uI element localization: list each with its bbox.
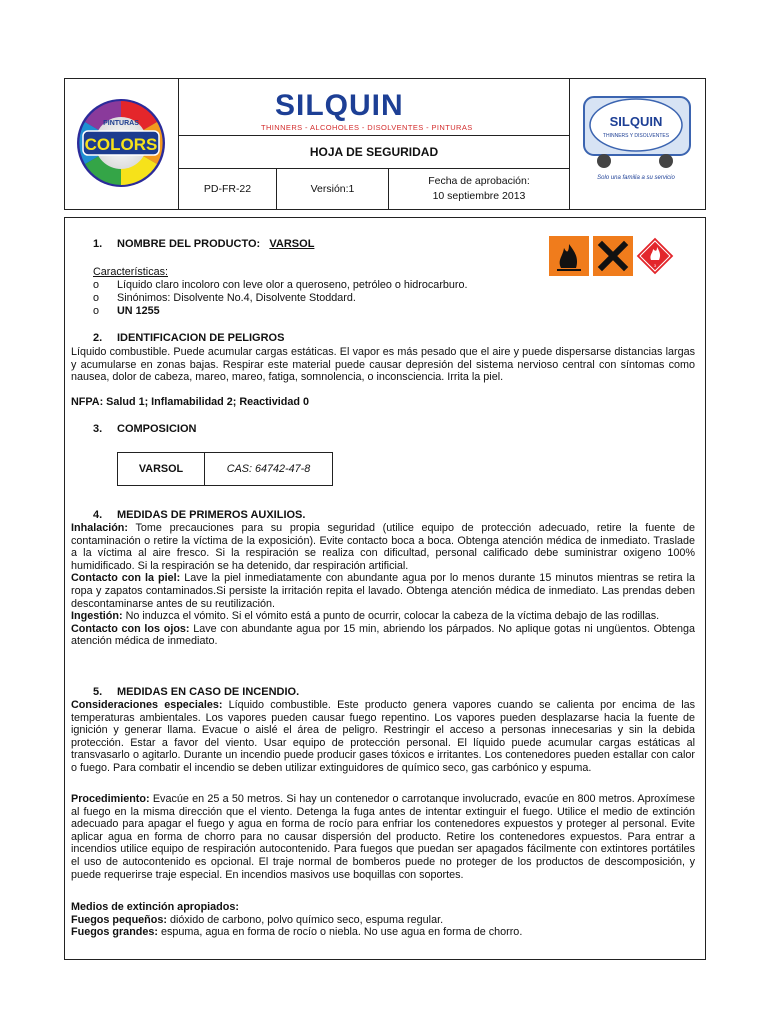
document-meta-row [179,169,569,209]
ingestion-paragraph: Ingestión: No induzca el vómito. Si el vómito está a punto de ocurrir, colocar la cabeza de la víctima debajo de las rodillas. [71,610,660,623]
document-code: PD-FR-22 [179,169,277,209]
harmful-hazard-icon [593,236,633,276]
special-considerations-paragraph: Consideraciones especiales: Líquido combustible. Este producto genera vapores cuando se calienta por encima de las temperaturas ambientales. Los vapores pueden causar fuego repentino. Los vapores pueden desplazarse hacia la fuente de ignición y generar llama. Evacue o aislé el área de peligro. Restringir el acceso a personas innecesarias y sin la debida protección. Estar a favor del viento. Usar equipo de protección personal. El líquido puede acumular cargas estáticas al transvasarlo o agitarlo. Durante un incendio puede producir gases tóxicos e irritantes. Los contenedores pueden estallar con calor o fuego. Para combatir el incendio se deben utilizar extinguidores de químico seco, gas carbónico y espuma. [71,699,695,774]
approval-date-cell [389,169,569,209]
eye-contact-paragraph: Contacto con los ojos: Lave con abundante agua por 15 min, abriendo los párpados. No aplique gotas ni ungüentos. Obtenga atención médica de inmediato. [71,622,695,648]
large-fires-line: Fuegos grandes: espuma, agua en forma de rocío o niebla. No use agua en forma de chorro. [71,926,523,939]
flammable-liquid-diamond-icon [635,236,675,276]
small-fires-line: Fuegos pequeños: dióxido de carbono, polvo químico seco, espuma regular. [71,913,444,926]
inhalation-paragraph: Inhalación: Tome precauciones para su propia seguridad (utilice equipo de protección adecuado, retire la fuente de contaminación o retire la víctima de la exposición). Evite contacto boca a boca. Obtenga atención médica de inmediato. Traslade a la víctima al aire fresco. Si la respiración se realiza con dificultad, personal calificado debe suministrar oxigeno 100% humidificado. Si la respiración se ha detenido, dar respiración artificial. [71,522,695,572]
procedure-paragraph: Procedimiento: Evacúe en 25 a 50 metros. Si hay un contenedor o carrotanque involucrado, evacúe en 800 metros. Aproxímese al fuego en la misma dirección que el viento. Detenga la fuga antes de intentar extinguir el fuego. Utilice el medio de extinción adecuado para apagar el fuego y agua en forma de rocío para enfriar los contenedores expuestos y proteger al personal. Evite aplicar agua en forma de chorro para no causar dispersión del producto. Retire los contenedores expuestos. Para entrar a incendios utilice equipo de respiración autocontenido. Para fuegos que puedan ser apagados fácilmente con extintores portátiles el uso de autocontenido es opcional. El traje normal de bomberos puede no proteger de los productos de descomposición, y puede requerirse traje especial. En incendios masivos use boquillas con soportes. [71,793,695,881]
approval-label: Fecha de aprobación: [428,175,530,187]
silquin-truck-logo [569,79,705,209]
header-center [179,79,569,209]
skin-contact-paragraph: Contacto con la piel: Lave la piel inmediatamente con abundante agua por lo menos durante 15 minutos mientras se retira la ropa y zapatos contaminados.Si persiste la irritación repita el lavado. Obtenga atención médica de inmediato. Las prendas deben descontaminarse antes de su reutilización. [71,572,695,610]
section-5-heading: 5. MEDIDAS EN CASO DE INCENDIO. [93,686,300,698]
flammable-hazard-icon [549,236,589,276]
characteristics-label: Características: [93,266,168,278]
document-header [64,78,706,210]
characteristic-item: o UN 1255 [93,305,160,317]
svg-text:PINTURAS: PINTURAS [103,120,139,127]
svg-text:SILQUIN: SILQUIN [609,114,663,129]
silquin-brand [179,79,569,136]
approval-date: 10 septiembre 2013 [432,190,526,202]
section-1-heading: 1. NOMBRE DEL PRODUCTO: VARSOL [93,238,315,250]
extinguishing-media [71,901,695,939]
svg-text:3: 3 [653,263,657,268]
svg-text:THINNERS Y DISOLVENTES: THINNERS Y DISOLVENTES [602,133,670,139]
brand-tagline: THINNERS - ALCOHOLES - DISOLVENTES - PINTURAS [261,123,473,132]
section-4-heading: 4. MEDIDAS DE PRIMEROS AUXILIOS. [93,509,306,521]
svg-text:COLORS: COLORS [84,135,158,154]
nfpa-rating: NFPA: Salud 1; Inflamabilidad 2; Reactividad 0 [71,396,309,408]
colors-logo [65,79,179,209]
section-3-heading: 3. COMPOSICION [93,423,197,435]
hazard-identification-text: Líquido combustible. Puede acumular cargas estáticas. El vapor es más pesado que el aire y puede dispersarse distancias largas y acumularse en zonas bajas. Respirar este material puede causar depresión del sistema nervioso central con síntomas como nausea, dolor de cabeza, mareo, mareo, fatiga, somnolencia, o inconsciencia. Irrita la piel. [71,346,695,384]
document-title: HOJA DE SEGURIDAD [179,135,569,169]
composition-table [117,452,333,486]
svg-text:Solo una familia a su servicio: Solo una familia a su servicio [597,175,675,181]
document-version: Versión:1 [277,169,389,209]
composition-name: VARSOL [118,453,205,485]
product-name: VARSOL [269,238,315,250]
characteristic-item: o Líquido claro incoloro con leve olor a queroseno, petróleo o hidrocarburo. [93,279,468,291]
safety-sheet-body [64,217,706,960]
brand-name: SILQUIN [275,89,404,122]
extinguishing-media-label: Medios de extinción apropiados: [71,901,239,913]
section-2-heading: 2. IDENTIFICACION DE PELIGROS [93,332,285,344]
characteristic-item: o Sinónimos: Disolvente No.4, Disolvente Stoddard. [93,292,356,304]
first-aid-text [71,522,695,648]
composition-cas: CAS: 64742-47-8 [226,462,311,475]
